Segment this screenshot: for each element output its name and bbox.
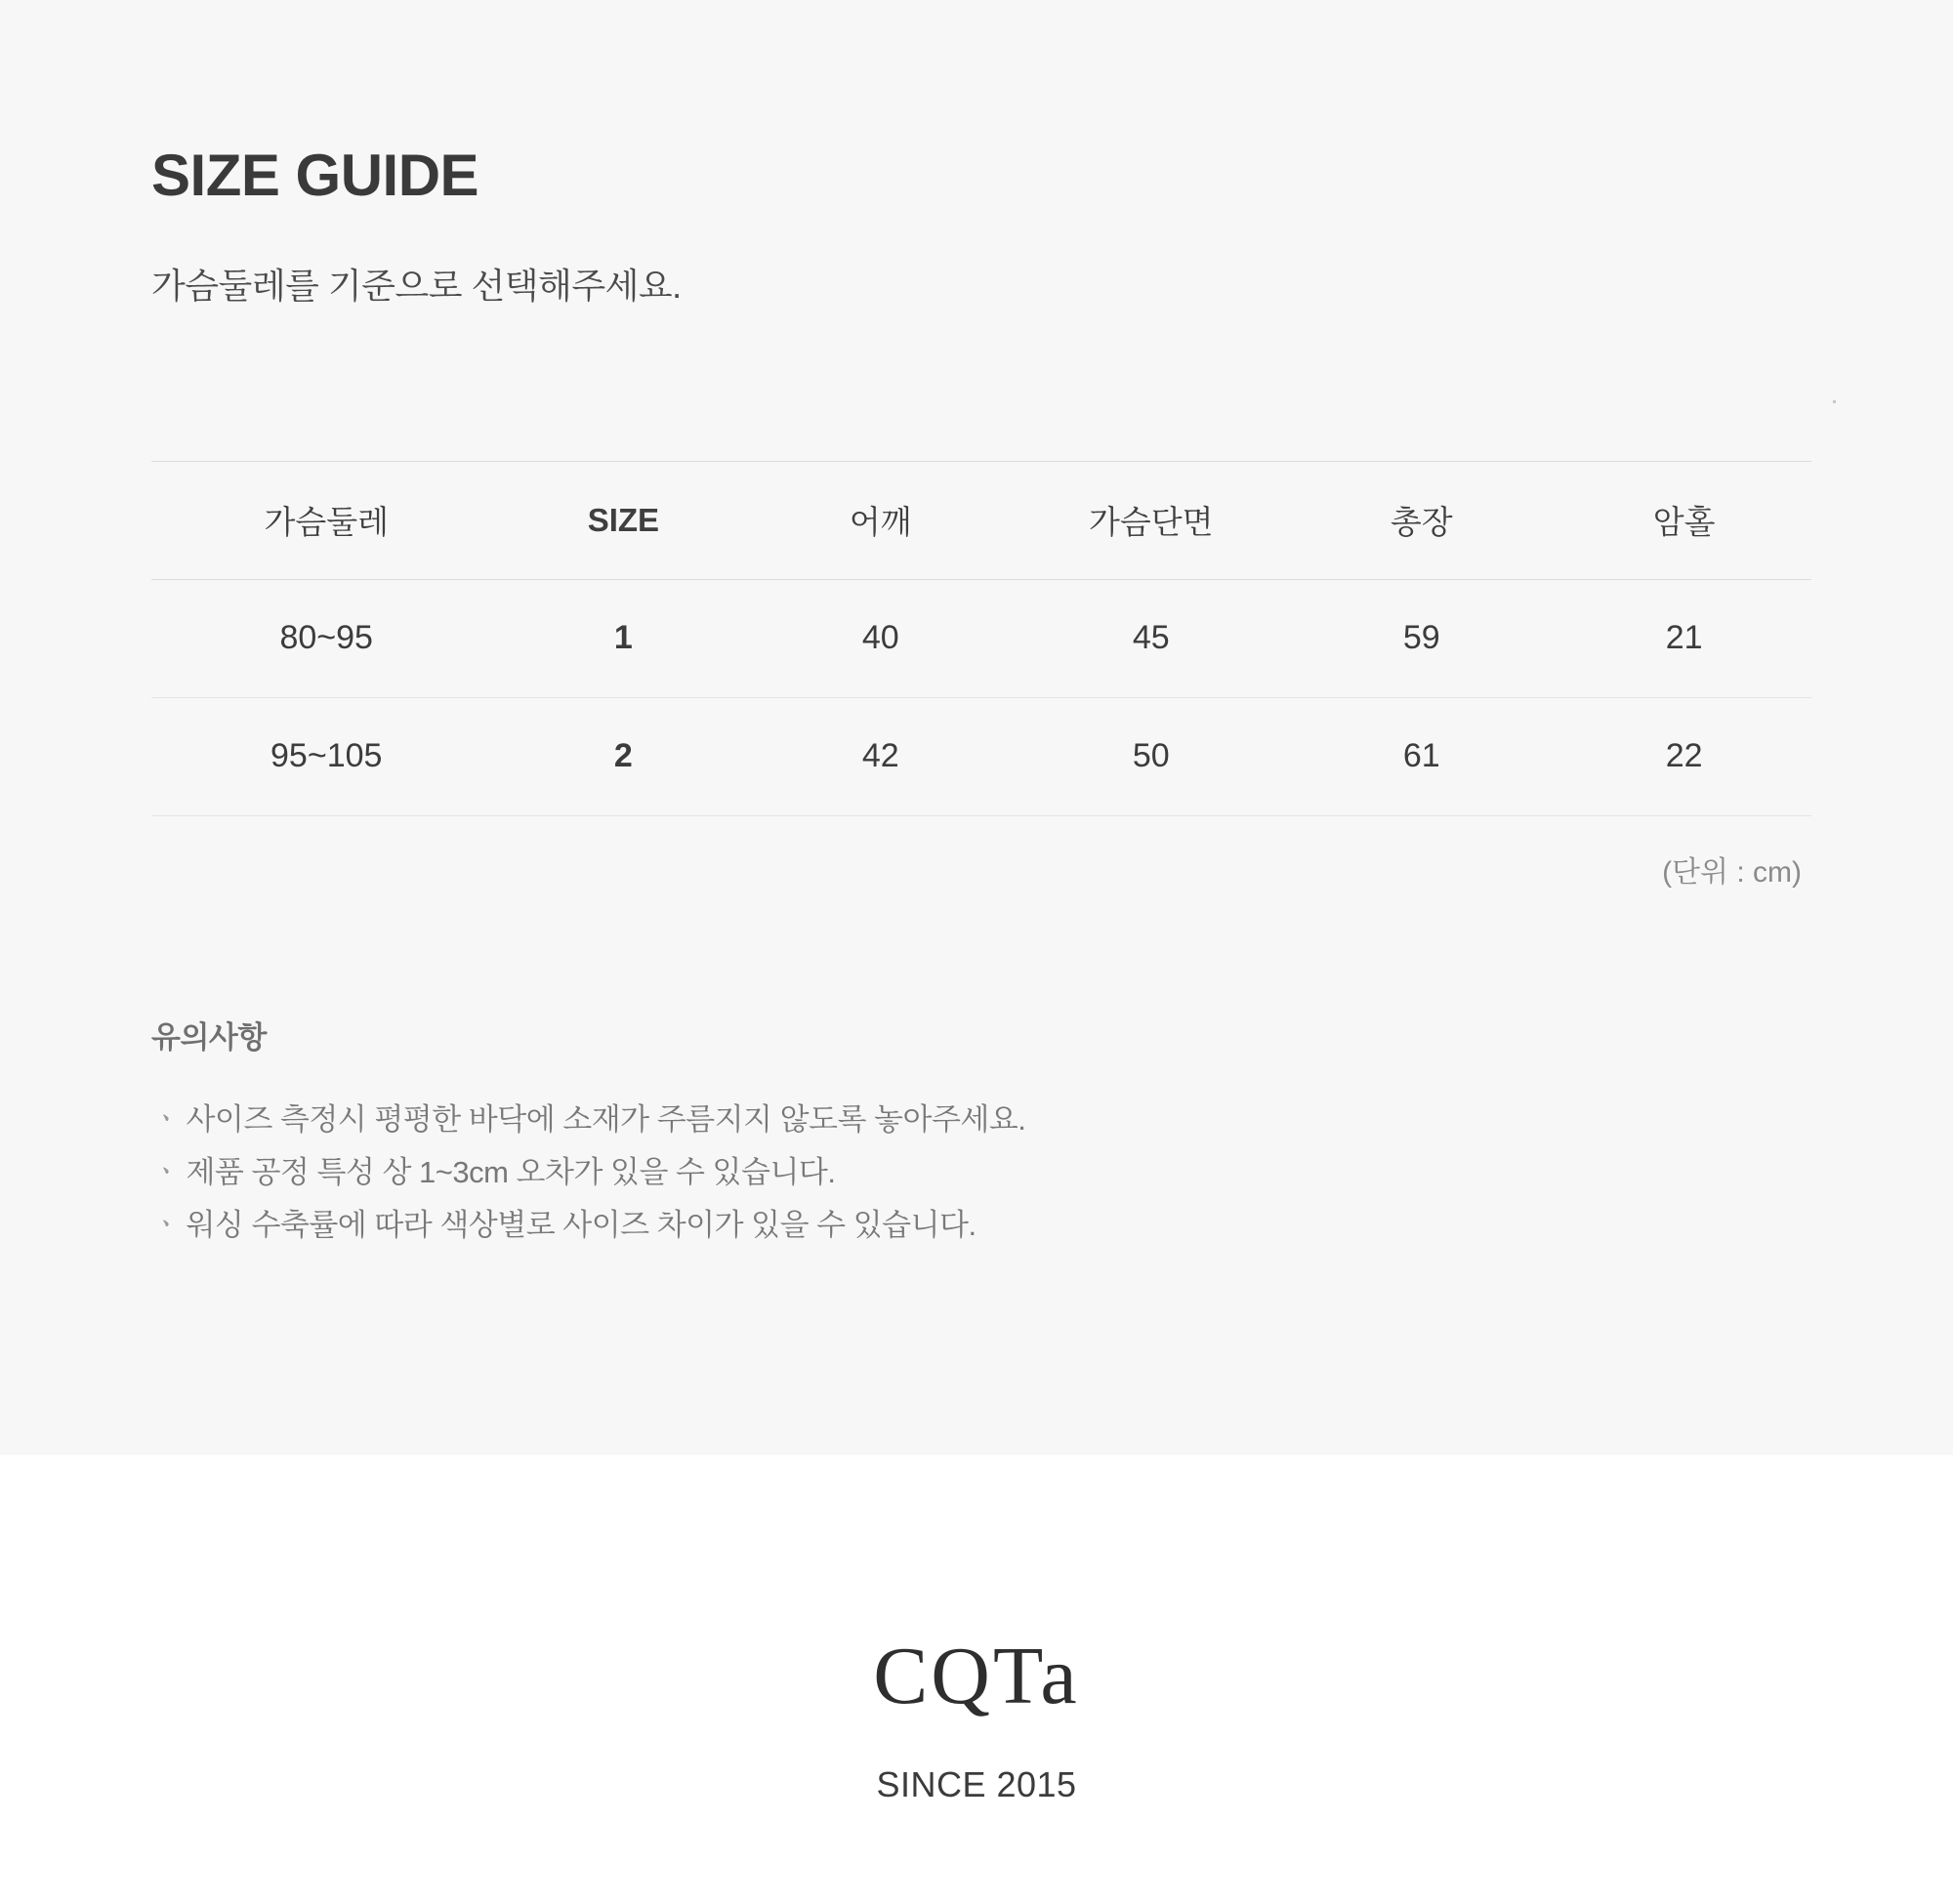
- list-item: [151, 1146, 1802, 1199]
- column-header-total-length: 총장: [1286, 461, 1557, 579]
- decorative-speck: [1833, 400, 1836, 403]
- table-row: [151, 697, 1811, 815]
- cell-armhole: 21: [1557, 579, 1811, 697]
- column-header-shoulder: 어깨: [745, 461, 1016, 579]
- cell-total-length: 59: [1286, 579, 1557, 697]
- cell-size: 2: [501, 697, 745, 815]
- notice-block: [151, 1013, 1802, 1253]
- cell-size: 1: [501, 579, 745, 697]
- table-row: [151, 579, 1811, 697]
- page-subtitle: 가슴둘레를 기준으로 선택해주세요.: [151, 266, 682, 306]
- cell-total-length: 61: [1286, 697, 1557, 815]
- list-item: [151, 1199, 1802, 1252]
- size-table-head: [151, 461, 1811, 579]
- notice-title: 유의사항: [151, 1019, 267, 1055]
- cell-chest-width: 45: [1016, 579, 1286, 697]
- bullet-icon: ㆍ: [151, 1101, 181, 1137]
- cell-shoulder: 42: [745, 697, 1016, 815]
- notice-text: 워싱 수축률에 따라 색상별로 사이즈 차이가 있을 수 있습니다.: [186, 1208, 976, 1243]
- cell-shoulder: 40: [745, 579, 1016, 697]
- bullet-icon: ㆍ: [151, 1155, 181, 1190]
- column-header-size: SIZE: [501, 461, 745, 579]
- notice-list: [151, 1094, 1802, 1253]
- column-header-chest-width: 가슴단면: [1016, 461, 1286, 579]
- brand-since-text: SINCE 2015: [876, 1764, 1077, 1804]
- size-table-body: [151, 579, 1811, 815]
- cell-chest-width: 50: [1016, 697, 1286, 815]
- list-item: [151, 1094, 1802, 1146]
- column-header-armhole: 암홀: [1557, 461, 1811, 579]
- brand-logo: CQTa: [873, 1631, 1080, 1721]
- cell-armhole: 22: [1557, 697, 1811, 815]
- cell-chest-circumference: 80~95: [151, 579, 501, 697]
- page-title: SIZE GUIDE: [151, 143, 479, 208]
- cell-chest-circumference: 95~105: [151, 697, 501, 815]
- table-header-row: [151, 461, 1811, 579]
- brand-footer: [0, 1455, 1953, 1904]
- size-table-wrap: [151, 461, 1811, 890]
- column-header-chest-circumference: 가슴둘레: [151, 461, 501, 579]
- notice-text: 제품 공정 특성 상 1~3cm 오차가 있을 수 있습니다.: [186, 1155, 836, 1190]
- bullet-icon: ㆍ: [151, 1208, 181, 1243]
- notice-text: 사이즈 측정시 평평한 바닥에 소재가 주름지지 않도록 놓아주세요.: [186, 1101, 1026, 1137]
- unit-note: (단위 : cm): [1662, 855, 1802, 889]
- size-table: [151, 461, 1811, 816]
